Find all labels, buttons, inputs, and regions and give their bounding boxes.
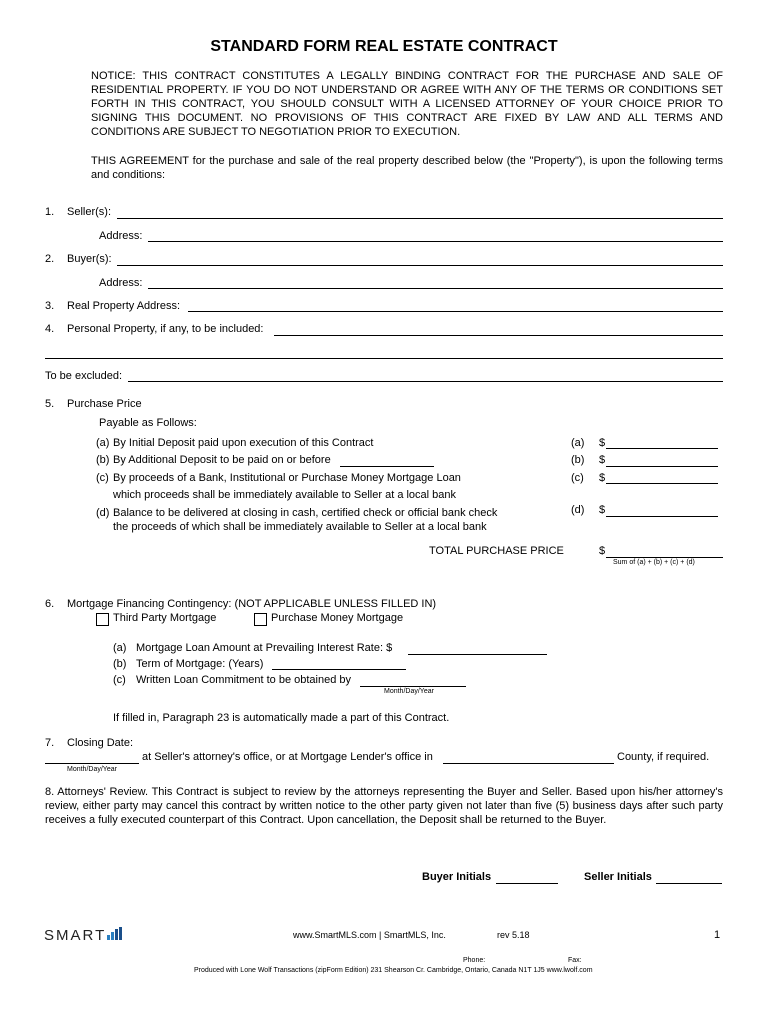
item-number-1: 1.: [45, 206, 55, 218]
closing-location-text: at Seller's attorney's office, or at Mortgage Lender's office in: [142, 751, 433, 763]
price-a-col: (a): [571, 437, 585, 449]
personal-property-label: Personal Property, if any, to be included:: [67, 323, 264, 335]
price-a-dollar: $: [599, 437, 606, 449]
price-d-text: Balance to be delivered at closing in cash, certified check or official bank check: [113, 507, 498, 519]
page-number: 1: [714, 929, 721, 941]
price-b-field[interactable]: [606, 466, 718, 467]
closing-date-mdy: Month/Day/Year: [67, 766, 117, 773]
buyer-address-field[interactable]: [148, 288, 723, 289]
footer-produced: Produced with Lone Wolf Transactions (zipForm Edition) 231 Shearson Cr. Cambridge, Ontario, Canada N1T 1J5 www.lwolf.com: [194, 967, 593, 974]
footer-rev: rev 5.18: [497, 930, 530, 940]
seller-address-field[interactable]: [148, 241, 723, 242]
loan-commitment-date-field[interactable]: [360, 686, 466, 687]
item-number-5: 5.: [45, 398, 55, 410]
price-c-text: By proceeds of a Bank, Institutional or Purchase Money Mortgage Loan: [113, 472, 461, 484]
agreement-paragraph: THIS AGREEMENT for the purchase and sale of the real property described below (the "Property"), is upon the following terms and conditions:: [91, 155, 723, 181]
item-number-3: 3.: [45, 300, 55, 312]
mortgage-term-field[interactable]: [272, 669, 406, 670]
logo-text: SMART: [44, 927, 107, 944]
total-price-dollar: $: [599, 545, 606, 557]
smartmls-logo: [44, 927, 122, 944]
item-number-6: 6.: [45, 598, 55, 610]
sum-note: Sum of (a) + (b) + (c) + (d): [613, 559, 695, 566]
sellers-field[interactable]: [117, 218, 723, 219]
price-a-field[interactable]: [606, 448, 718, 449]
buyers-label: Buyer(s):: [67, 253, 112, 265]
mortgage-c-text: Written Loan Commitment to be obtained by: [136, 674, 352, 686]
page-title: STANDARD FORM REAL ESTATE CONTRACT: [210, 38, 558, 55]
item-number-2: 2.: [45, 253, 55, 265]
buyer-address-label: Address:: [99, 277, 143, 289]
price-a-label: (a): [96, 437, 110, 449]
loan-commitment-mdy: Month/Day/Year: [384, 688, 434, 695]
county-field[interactable]: [443, 763, 614, 764]
real-property-label: Real Property Address:: [67, 300, 181, 312]
personal-property-field-2[interactable]: [45, 358, 723, 359]
price-c-field[interactable]: [606, 483, 718, 484]
footer-fax: Fax:: [568, 957, 582, 964]
price-d-text-2: the proceeds of which shall be immediately available to Seller at a local bank: [113, 521, 487, 533]
footer-phone: Phone:: [463, 957, 486, 964]
price-c-label: (c): [96, 472, 109, 484]
buyers-field[interactable]: [117, 265, 723, 266]
footer-site: www.SmartMLS.com | SmartMLS, Inc.: [293, 930, 446, 940]
price-d-col: (d): [571, 504, 585, 516]
price-b-dollar: $: [599, 454, 606, 466]
paragraph-23-note: If filled in, Paragraph 23 is automatically made a part of this Contract.: [113, 712, 450, 724]
additional-deposit-date-field[interactable]: [340, 466, 434, 467]
total-price-label: TOTAL PURCHASE PRICE: [429, 545, 564, 557]
notice-paragraph: NOTICE: THIS CONTRACT CONSTITUTES A LEGALLY BINDING CONTRACT FOR THE PURCHASE AND SALE OF RESIDENTIAL PROPERTY. IF YOU DO NOT UNDERSTAND OR AGREE WITH ANY OF THE TERMS OR CONDITIONS SET FORTH IN THIS CONTRACT, YOU SHOULD CONSULT WITH A LICENSED ATTORNEY OF YOUR CHOICE PRIOR TO SIGNING THIS DOCUMENT. NO PROVISIONS OF THIS CONTRACT ARE FIXED BY LAW AND ALL TERMS AND CONDITIONS ARE SUBJECT TO NEGOTIATION PRIOR TO EXECUTION.: [91, 70, 723, 138]
total-price-field[interactable]: [606, 557, 723, 558]
sellers-label: Seller(s):: [67, 206, 112, 218]
mortgage-c-label: (c): [113, 674, 126, 686]
logo-bars-icon: [106, 927, 122, 944]
mortgage-contingency-label: Mortgage Financing Contingency: (NOT APPLICABLE UNLESS FILLED IN): [67, 598, 437, 610]
buyer-initials-label: Buyer Initials: [422, 871, 492, 883]
closing-date-label: Closing Date:: [67, 737, 134, 749]
seller-initials-field[interactable]: [656, 883, 722, 884]
purchase-price-label: Purchase Price: [67, 398, 142, 410]
price-c-dollar: $: [599, 472, 606, 484]
payable-label: Payable as Follows:: [99, 417, 197, 429]
excluded-label: To be excluded:: [45, 370, 123, 382]
price-b-col: (b): [571, 454, 585, 466]
item-number-7: 7.: [45, 737, 55, 749]
mortgage-b-label: (b): [113, 658, 127, 670]
mortgage-b-text: Term of Mortgage: (Years): [136, 658, 264, 670]
seller-initials-label: Seller Initials: [584, 871, 652, 883]
item-number-4: 4.: [45, 323, 55, 335]
mortgage-amount-field[interactable]: [408, 654, 547, 655]
mortgage-a-label: (a): [113, 642, 127, 654]
price-c-col: (c): [571, 472, 584, 484]
mortgage-a-text: Mortgage Loan Amount at Prevailing Interest Rate: $: [136, 642, 393, 654]
closing-date-field[interactable]: [45, 763, 139, 764]
price-a-text: By Initial Deposit paid upon execution of this Contract: [113, 437, 374, 449]
purchase-money-label: Purchase Money Mortgage: [271, 612, 404, 624]
price-d-label: (d): [96, 507, 110, 519]
excluded-field[interactable]: [128, 381, 723, 382]
price-b-text: By Additional Deposit to be paid on or before: [113, 454, 331, 466]
third-party-label: Third Party Mortgage: [113, 612, 217, 624]
price-c-text-2: which proceeds shall be immediately available to Seller at a local bank: [113, 489, 457, 501]
third-party-checkbox[interactable]: [96, 613, 109, 626]
attorneys-review-paragraph: 8. Attorneys' Review. This Contract is subject to review by the attorneys representing the Buyer and Seller. Based upon his/her attorney's review, either party may cancel this contract by written notice to the other party given not later than five (5) business days after such party receives a fully executed counterpart of this Contract. Upon cancellation, the Deposit shall be returned to the Buyer.: [45, 786, 723, 826]
price-d-dollar: $: [599, 504, 606, 516]
buyer-initials-field[interactable]: [496, 883, 558, 884]
price-b-label: (b): [96, 454, 110, 466]
price-d-field[interactable]: [606, 516, 718, 517]
seller-address-label: Address:: [99, 230, 143, 242]
county-label: County, if required.: [617, 751, 710, 763]
purchase-money-checkbox[interactable]: [254, 613, 267, 626]
personal-property-field[interactable]: [274, 335, 723, 336]
real-property-field[interactable]: [188, 311, 723, 312]
